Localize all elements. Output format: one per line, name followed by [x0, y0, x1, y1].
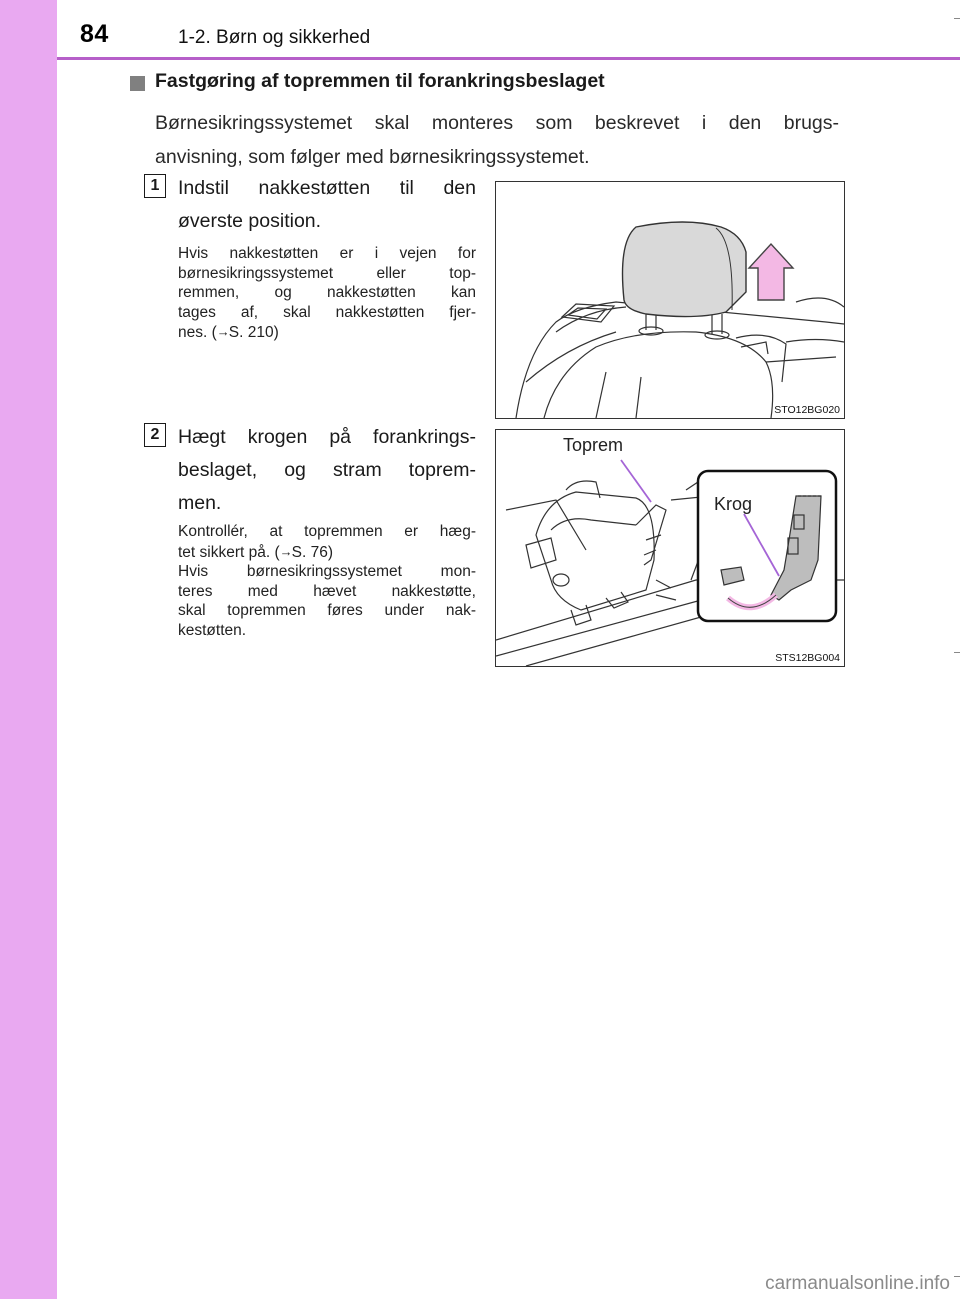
krog-label: Krog [714, 494, 753, 514]
page-number: 84 [80, 20, 109, 48]
headrest-figure [495, 181, 845, 419]
up-arrow-icon [749, 244, 793, 300]
right-arrow-icon: → [216, 324, 229, 339]
step-2-note: Kontrollér, at topremmen er hæg- tet sikkert på. (→S. 76) Hvis børnesikringssystemet mon- teres med hævet nakkestøtte, skal topremmen føres under nak- kestøtten. [178, 523, 476, 639]
step-number-badge: 1 [144, 174, 166, 198]
crop-mark [954, 652, 960, 653]
header-divider [57, 57, 960, 60]
page-reference-link[interactable]: S. 210) [228, 324, 279, 341]
figure-code: STO12BG020 [774, 404, 840, 416]
square-bullet-icon [130, 76, 145, 91]
subsection-heading: Fastgøring af topremmen til forankringsbeslaget [155, 70, 605, 92]
crop-mark [954, 1276, 960, 1277]
watermark: carmanualsonline.info [765, 1273, 950, 1294]
step-1-note: Hvis nakkestøtten er i vejen for børnesikringssystemet eller top- remmen, og nakkestøtten kan tages af, skal nakkestøtten fjer- nes. (→S. 210) [178, 245, 476, 341]
section-title: 1-2. Børn og sikkerhed [178, 27, 371, 48]
page-sidebar [0, 0, 57, 1299]
page-reference-link[interactable]: S. 76) [291, 543, 334, 561]
intro-paragraph: Børnesikringssystemet skal monteres som beskrevet i den brugs- anvisning, som følger med børnesikringssystemet. [155, 112, 839, 168]
headrest-illustration [496, 182, 844, 418]
step-2-instruction: Hægt krogen på forankrings- beslaget, og stram toprem- men. [178, 426, 476, 514]
tether-hook-figure [495, 429, 845, 667]
toprem-label: Toprem [563, 435, 624, 455]
figure-code: STS12BG004 [775, 652, 840, 664]
crop-mark [954, 18, 960, 19]
step-number-badge: 2 [144, 423, 166, 447]
tether-hook-illustration [496, 430, 844, 666]
right-arrow-icon: → [279, 543, 292, 559]
step-1-instruction: Indstil nakkestøtten til den øverste position. [178, 177, 476, 232]
